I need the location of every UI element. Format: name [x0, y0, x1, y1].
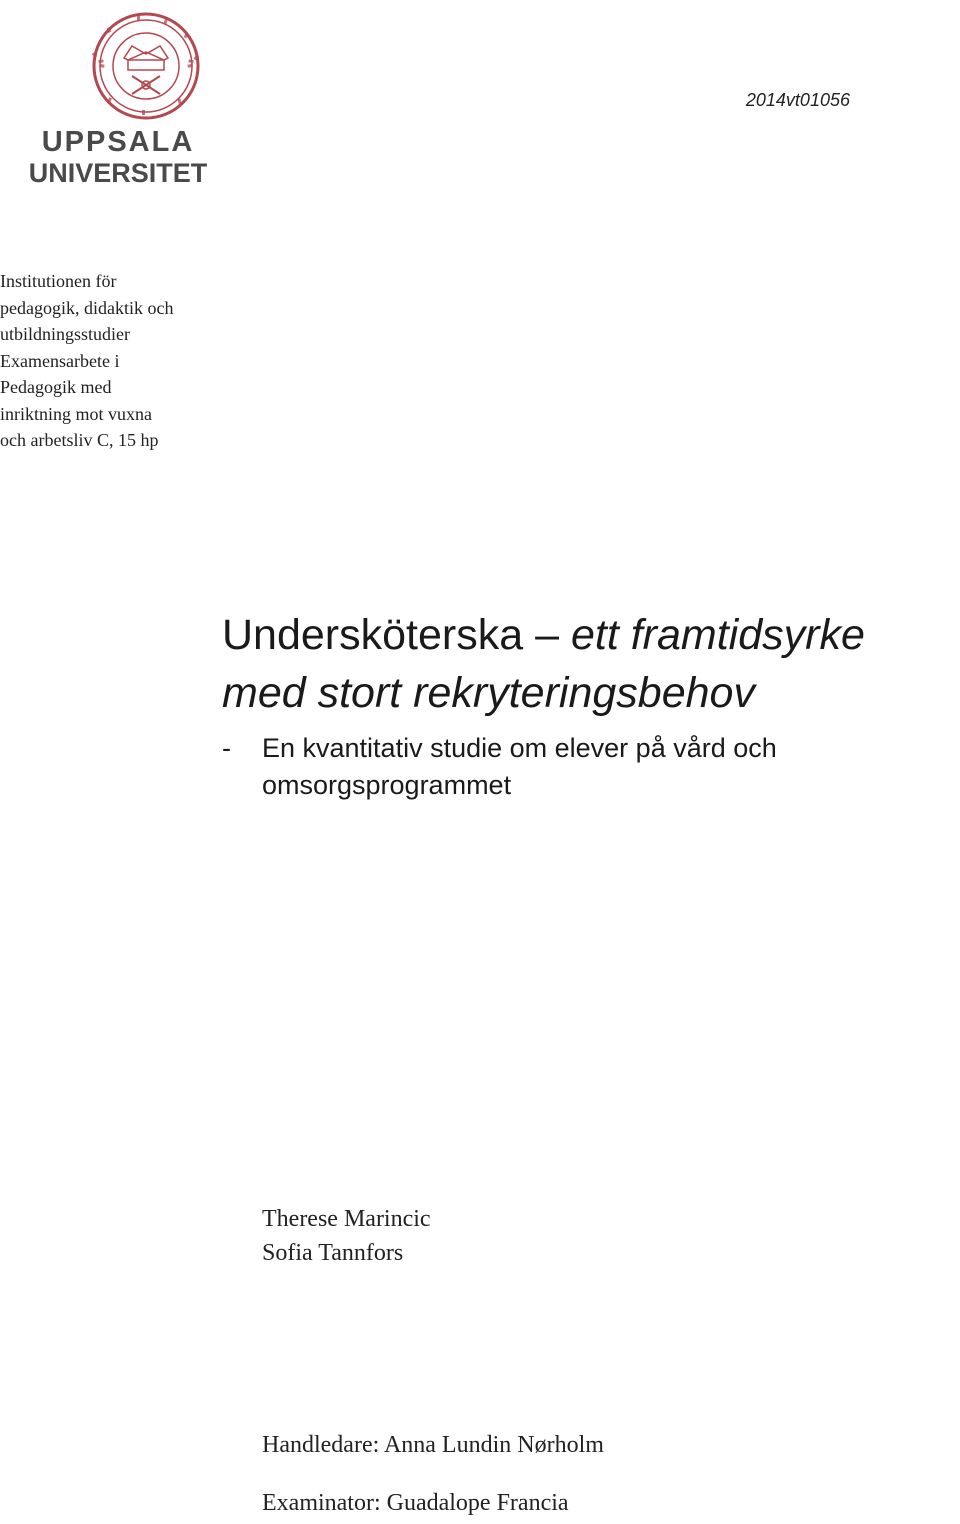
logo-line-uppsala: UPPSALA	[41, 126, 195, 158]
title-line2: med stort rekryteringsbehov	[222, 669, 755, 717]
examiner: Examinator: Guadalope Francia	[262, 1490, 569, 1516]
title-dash: –	[535, 611, 560, 659]
document-title	[222, 606, 958, 722]
department-line: och arbetsliv C, 15 hp	[0, 430, 159, 450]
university-logo	[28, 12, 208, 192]
title-rest: ett framtidsyrke	[570, 611, 865, 659]
logo-line-universitet: UNIVERSITET	[28, 158, 208, 188]
authors	[262, 1202, 431, 1270]
subtitle-line1: En kvantitativ studie om elever på vård och	[262, 733, 777, 763]
department-info	[0, 268, 240, 454]
document-id: 2014vt01056	[745, 90, 850, 110]
subtitle-dash: -	[222, 733, 231, 763]
department-line: utbildningsstudier	[0, 324, 130, 344]
university-seal-icon	[92, 12, 200, 120]
subtitle-line2: omsorgsprogrammet	[262, 770, 512, 800]
department-line: pedagogik, didaktik och	[0, 297, 174, 318]
department-line: Pedagogik med	[0, 377, 112, 397]
document-subtitle	[222, 730, 942, 804]
department-line: inriktning mot vuxna	[0, 403, 152, 424]
department-line: Examensarbete i	[0, 350, 120, 371]
author-name: Sofia Tannfors	[262, 1240, 404, 1266]
supervisor: Handledare: Anna Lundin Nørholm	[262, 1432, 604, 1458]
title-main: Undersköterska	[222, 611, 524, 659]
department-line: Institutionen för	[0, 271, 117, 291]
author-name: Therese Marincic	[262, 1206, 431, 1232]
